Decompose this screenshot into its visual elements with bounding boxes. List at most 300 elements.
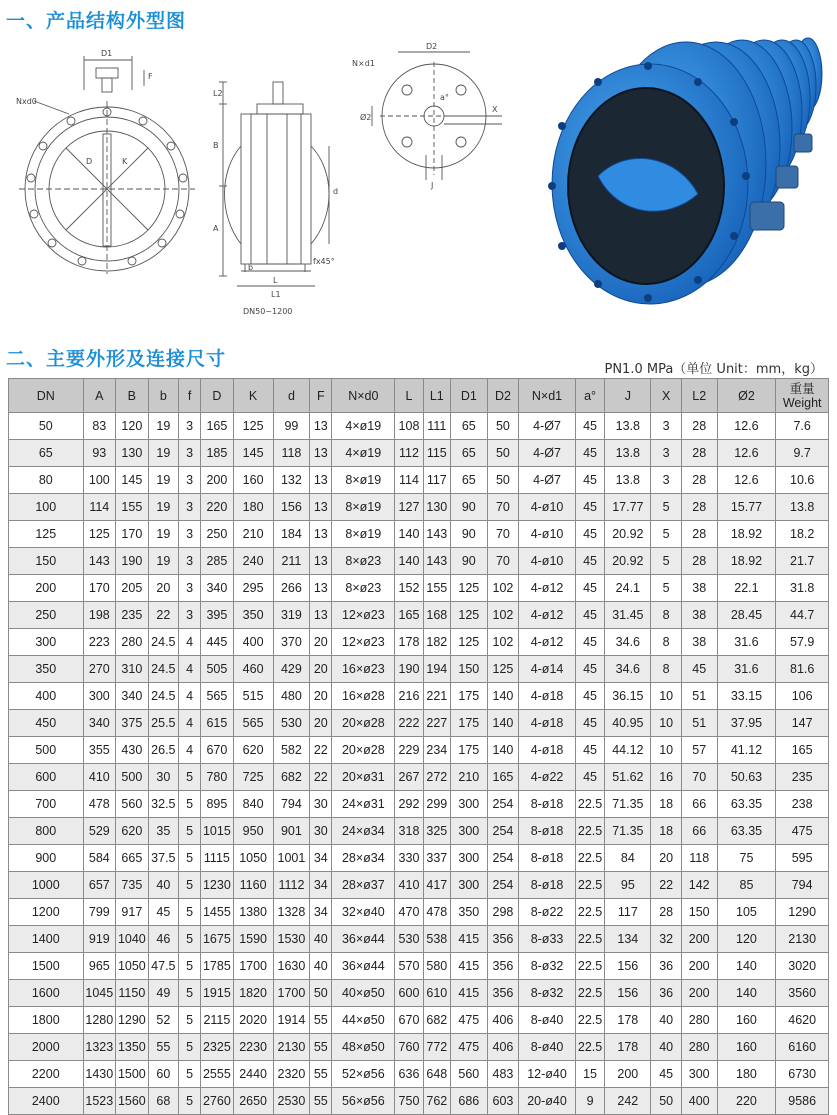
table-cell: 1001 (273, 845, 310, 872)
table-cell: 50 (9, 413, 84, 440)
table-cell: 57 (681, 737, 717, 764)
table-cell: 70 (681, 764, 717, 791)
table-cell: 13 (310, 440, 332, 467)
table-cell: 210 (450, 764, 487, 791)
table-cell: 38 (681, 602, 717, 629)
table-cell: 28.45 (717, 602, 776, 629)
table-cell: 1280 (83, 1007, 116, 1034)
table-cell: 165 (776, 737, 829, 764)
table-cell: 182 (423, 629, 450, 656)
table-cell: 1040 (116, 926, 149, 953)
table-cell: 22 (310, 737, 332, 764)
table-row (9, 764, 829, 791)
table-cell: 22 (310, 764, 332, 791)
table-cell: 3 (179, 494, 201, 521)
table-cell: 118 (681, 845, 717, 872)
table-cell: 12.6 (717, 440, 776, 467)
table-cell: 350 (450, 899, 487, 926)
table-cell: 44.12 (605, 737, 651, 764)
table-cell: 50 (310, 980, 332, 1007)
table-cell: 190 (395, 656, 423, 683)
table-cell: 780 (201, 764, 234, 791)
table-cell: 565 (201, 683, 234, 710)
column-header: A (83, 379, 116, 413)
table-cell: 470 (395, 899, 423, 926)
table-cell: 840 (233, 791, 273, 818)
table-cell: 45 (575, 602, 604, 629)
table-cell: 200 (681, 926, 717, 953)
table-row (9, 602, 829, 629)
table-cell: 155 (116, 494, 149, 521)
table-row (9, 629, 829, 656)
table-cell: 370 (273, 629, 310, 656)
table-cell: 22.5 (575, 791, 604, 818)
table-cell: 45 (575, 548, 604, 575)
table-cell: 60 (148, 1061, 178, 1088)
table-cell: 8×ø23 (332, 575, 395, 602)
table-cell: 4-ø12 (519, 629, 576, 656)
table-cell: 2230 (233, 1034, 273, 1061)
table-cell: 35 (148, 818, 178, 845)
table-cell: 2000 (9, 1034, 84, 1061)
table-cell: 610 (423, 980, 450, 1007)
table-cell: 15.77 (717, 494, 776, 521)
table-cell: 22 (148, 602, 178, 629)
table-cell: 34 (310, 872, 332, 899)
table-cell: 175 (450, 737, 487, 764)
table-cell: 50 (487, 440, 518, 467)
column-header: f (179, 379, 201, 413)
table-cell: 145 (116, 467, 149, 494)
table-cell: 5 (179, 791, 201, 818)
table-cell: 460 (233, 656, 273, 683)
table-cell: 254 (487, 872, 518, 899)
table-cell: 330 (395, 845, 423, 872)
table-cell: 12.6 (717, 413, 776, 440)
table-cell: 5 (179, 764, 201, 791)
table-cell: 178 (605, 1007, 651, 1034)
label-nxd0: Nxd0 (16, 97, 37, 106)
table-cell: 3 (179, 548, 201, 575)
table-cell: 10 (651, 737, 681, 764)
table-cell: 505 (201, 656, 234, 683)
table-cell: 4 (179, 737, 201, 764)
table-cell: 4-Ø7 (519, 413, 576, 440)
table-cell: 4×ø19 (332, 413, 395, 440)
table-cell: 117 (423, 467, 450, 494)
label-x: X (492, 105, 498, 114)
table-cell: 18.92 (717, 548, 776, 575)
table-cell: 200 (605, 1061, 651, 1088)
table-cell: 40.95 (605, 710, 651, 737)
table-cell: 772 (423, 1034, 450, 1061)
table-cell: 45 (575, 467, 604, 494)
table-cell: 140 (487, 710, 518, 737)
table-cell: 45 (575, 737, 604, 764)
table-cell: 80 (9, 467, 84, 494)
table-cell: 50 (487, 467, 518, 494)
table-cell: 1230 (201, 872, 234, 899)
table-cell: 292 (395, 791, 423, 818)
column-header: D (201, 379, 234, 413)
table-cell: 5 (179, 899, 201, 926)
table-cell: 917 (116, 899, 149, 926)
table-cell: 45 (575, 413, 604, 440)
table-cell: 28 (681, 440, 717, 467)
table-cell: 143 (423, 521, 450, 548)
table-cell: 560 (450, 1061, 487, 1088)
table-cell: 13 (310, 413, 332, 440)
table-row (9, 656, 829, 683)
table-cell: 10 (651, 683, 681, 710)
table-cell: 51.62 (605, 764, 651, 791)
table-cell: 1523 (83, 1088, 116, 1115)
table-cell: 417 (423, 872, 450, 899)
table-cell: 1915 (201, 980, 234, 1007)
table-cell: 184 (273, 521, 310, 548)
table-cell: 65 (9, 440, 84, 467)
table-cell: 665 (116, 845, 149, 872)
table-cell: 250 (9, 602, 84, 629)
table-cell: 22.5 (575, 980, 604, 1007)
table-cell: 22.5 (575, 953, 604, 980)
table-cell: 4-ø12 (519, 575, 576, 602)
table-cell: 160 (717, 1034, 776, 1061)
table-cell: 240 (233, 548, 273, 575)
table-cell: 648 (423, 1061, 450, 1088)
table-cell: 51 (681, 710, 717, 737)
table-cell: 45 (575, 629, 604, 656)
table-cell: 45 (575, 440, 604, 467)
table-cell: 140 (487, 683, 518, 710)
label-L: L (273, 276, 278, 285)
table-cell: 8×ø19 (332, 467, 395, 494)
table-cell: 2325 (201, 1034, 234, 1061)
table-cell: 600 (395, 980, 423, 1007)
table-cell: 99 (273, 413, 310, 440)
table-cell: 5 (651, 494, 681, 521)
table-cell: 4 (179, 710, 201, 737)
table-cell: 8-ø22 (519, 899, 576, 926)
table-cell: 194 (423, 656, 450, 683)
table-row (9, 953, 829, 980)
table-cell: 1112 (273, 872, 310, 899)
table-cell: 165 (201, 413, 234, 440)
table-cell: 36×ø44 (332, 926, 395, 953)
table-cell: 20 (310, 710, 332, 737)
table-cell: 45 (575, 521, 604, 548)
table-cell: 400 (681, 1088, 717, 1115)
table-cell: 36.15 (605, 683, 651, 710)
label-phi2: Ø2 (360, 113, 372, 122)
table-cell: 28 (681, 413, 717, 440)
table-cell: 299 (423, 791, 450, 818)
table-cell: 12.6 (717, 467, 776, 494)
table-cell: 8-ø32 (519, 953, 576, 980)
table-cell: 238 (776, 791, 829, 818)
table-cell: 280 (681, 1034, 717, 1061)
table-cell: 5 (179, 1034, 201, 1061)
label-d: d (333, 187, 339, 196)
table-cell: 125 (487, 656, 518, 683)
table-cell: 24.5 (148, 629, 178, 656)
table-cell: 38 (681, 575, 717, 602)
table-cell: 1785 (201, 953, 234, 980)
table-cell: 4 (179, 683, 201, 710)
table-cell: 22.5 (575, 1034, 604, 1061)
table-cell: 1400 (9, 926, 84, 953)
table-cell: 147 (776, 710, 829, 737)
table-cell: 24×ø34 (332, 818, 395, 845)
table-cell: 5 (651, 575, 681, 602)
table-cell: 90 (450, 494, 487, 521)
table-cell: 55 (310, 1061, 332, 1088)
table-cell: 45 (575, 683, 604, 710)
table-cell: 1050 (233, 845, 273, 872)
table-cell: 22.1 (717, 575, 776, 602)
table-cell: 22.5 (575, 872, 604, 899)
table-cell: 500 (116, 764, 149, 791)
table-cell: 235 (116, 602, 149, 629)
column-header: L2 (681, 379, 717, 413)
table-cell: 9 (575, 1088, 604, 1115)
table-cell: 272 (423, 764, 450, 791)
table-cell: 85 (717, 872, 776, 899)
table-cell: 1800 (9, 1007, 84, 1034)
table-cell: 1700 (273, 980, 310, 1007)
table-cell: 30 (310, 791, 332, 818)
table-cell: 603 (487, 1088, 518, 1115)
table-cell: 57.9 (776, 629, 829, 656)
table-cell: 222 (395, 710, 423, 737)
table-cell: 582 (273, 737, 310, 764)
table-cell: 4-ø10 (519, 494, 576, 521)
table-cell: 130 (116, 440, 149, 467)
table-cell: 223 (83, 629, 116, 656)
table-cell: 178 (605, 1034, 651, 1061)
dimensions-table (8, 378, 829, 1115)
table-cell: 24.5 (148, 683, 178, 710)
table-cell: 318 (395, 818, 423, 845)
table-cell: 620 (116, 818, 149, 845)
table-row (9, 494, 829, 521)
table-cell: 794 (273, 791, 310, 818)
table-cell: 337 (423, 845, 450, 872)
table-cell: 125 (450, 602, 487, 629)
table-cell: 24×ø31 (332, 791, 395, 818)
table-row (9, 899, 829, 926)
table-cell: 300 (450, 791, 487, 818)
table-cell: 70 (487, 548, 518, 575)
table-cell: 300 (450, 845, 487, 872)
table-cell: 63.35 (717, 791, 776, 818)
table-cell: 2440 (233, 1061, 273, 1088)
table-cell: 8-ø40 (519, 1007, 576, 1034)
table-cell: 760 (395, 1034, 423, 1061)
table-cell: 65 (450, 467, 487, 494)
label-nxd1: N×d1 (352, 59, 375, 68)
table-cell: 34.6 (605, 629, 651, 656)
table-cell: 28×ø34 (332, 845, 395, 872)
table-cell: 175 (450, 710, 487, 737)
table-cell: 4 (179, 656, 201, 683)
table-cell: 12×ø23 (332, 629, 395, 656)
table-cell: 3 (651, 440, 681, 467)
table-cell: 198 (83, 602, 116, 629)
table-cell: 10.6 (776, 467, 829, 494)
table-cell: 18.2 (776, 521, 829, 548)
table-cell: 20-ø40 (519, 1088, 576, 1115)
table-cell: 298 (487, 899, 518, 926)
table-cell: 4 (179, 629, 201, 656)
table-cell: 8-ø18 (519, 872, 576, 899)
table-cell: 45 (148, 899, 178, 926)
table-cell: 18 (651, 791, 681, 818)
table-cell: 530 (273, 710, 310, 737)
column-header: B (116, 379, 149, 413)
table-cell: 794 (776, 872, 829, 899)
table-cell: 1500 (9, 953, 84, 980)
table-cell: 28×ø37 (332, 872, 395, 899)
table-row (9, 575, 829, 602)
table-cell: 13 (310, 467, 332, 494)
table-cell: 3020 (776, 953, 829, 980)
table-cell: 34 (310, 845, 332, 872)
table-cell: 1820 (233, 980, 273, 1007)
table-cell: 36 (651, 953, 681, 980)
table-cell: 254 (487, 845, 518, 872)
table-cell: 19 (148, 494, 178, 521)
table-cell: 4-ø10 (519, 521, 576, 548)
table-cell: 2115 (201, 1007, 234, 1034)
table-cell: 1530 (273, 926, 310, 953)
table-cell: 670 (201, 737, 234, 764)
table-cell: 95 (605, 872, 651, 899)
table-cell: 1160 (233, 872, 273, 899)
table-cell: 4-ø18 (519, 710, 576, 737)
table-cell: 340 (116, 683, 149, 710)
table-cell: 70 (487, 494, 518, 521)
table-cell: 220 (717, 1088, 776, 1115)
table-cell: 415 (450, 980, 487, 1007)
table-cell: 3 (651, 467, 681, 494)
table-cell: 102 (487, 629, 518, 656)
table-cell: 356 (487, 953, 518, 980)
table-cell: 584 (83, 845, 116, 872)
table-cell: 267 (395, 764, 423, 791)
table-cell: 500 (9, 737, 84, 764)
table-cell: 22.5 (575, 845, 604, 872)
table-cell: 178 (395, 629, 423, 656)
table-cell: 406 (487, 1007, 518, 1034)
table-cell: 36 (651, 980, 681, 1007)
table-cell: 19 (148, 467, 178, 494)
table-cell: 55 (310, 1034, 332, 1061)
table-cell: 20 (310, 683, 332, 710)
table-cell: 145 (233, 440, 273, 467)
table-cell: 2650 (233, 1088, 273, 1115)
table-cell: 8-ø18 (519, 791, 576, 818)
table-cell: 9.7 (776, 440, 829, 467)
table-cell: 36×ø44 (332, 953, 395, 980)
table-cell: 45 (651, 1061, 681, 1088)
table-cell: 216 (395, 683, 423, 710)
table-cell: 68 (148, 1088, 178, 1115)
table-cell: 31.8 (776, 575, 829, 602)
table-cell: 114 (395, 467, 423, 494)
table-cell: 8×ø23 (332, 548, 395, 575)
table-cell: 8-ø32 (519, 980, 576, 1007)
table-cell: 3 (179, 521, 201, 548)
table-cell: 2555 (201, 1061, 234, 1088)
table-cell: 16×ø23 (332, 656, 395, 683)
table-cell: 5 (651, 548, 681, 575)
table-cell: 8-ø40 (519, 1034, 576, 1061)
table-cell: 40 (651, 1007, 681, 1034)
table-cell: 480 (273, 683, 310, 710)
table-cell: 2020 (233, 1007, 273, 1034)
table-cell: 18 (651, 818, 681, 845)
pressure-unit-note: PN1.0 MPa（单位 Unit：mm，kg） (604, 362, 823, 377)
table-cell: 1455 (201, 899, 234, 926)
table-cell: 5 (179, 1061, 201, 1088)
table-row (9, 467, 829, 494)
table-cell: 30 (310, 818, 332, 845)
side-view-drawing (205, 76, 355, 321)
table-cell: 2130 (273, 1034, 310, 1061)
table-cell: 900 (9, 845, 84, 872)
table-cell: 2320 (273, 1061, 310, 1088)
table-cell: 5 (179, 845, 201, 872)
table-cell: 600 (9, 764, 84, 791)
table-cell: 20.92 (605, 548, 651, 575)
table-cell: 1015 (201, 818, 234, 845)
table-cell: 28 (651, 899, 681, 926)
table-cell: 375 (116, 710, 149, 737)
table-cell: 5 (651, 521, 681, 548)
table-cell: 20×ø28 (332, 710, 395, 737)
table-cell: 22.5 (575, 818, 604, 845)
table-cell: 19 (148, 521, 178, 548)
table-cell: 28 (681, 548, 717, 575)
table-cell: 1290 (776, 899, 829, 926)
table-cell: 266 (273, 575, 310, 602)
table-cell: 4620 (776, 1007, 829, 1034)
table-cell: 340 (201, 575, 234, 602)
table-cell: 40 (310, 926, 332, 953)
table-cell: 1200 (9, 899, 84, 926)
table-cell: 32×ø40 (332, 899, 395, 926)
table-cell: 1675 (201, 926, 234, 953)
table-cell: 46 (148, 926, 178, 953)
table-cell: 1150 (116, 980, 149, 1007)
column-header: 重量 Weight (776, 379, 829, 413)
table-cell: 950 (233, 818, 273, 845)
table-cell: 682 (423, 1007, 450, 1034)
label-L1: L1 (271, 290, 281, 299)
table-row (9, 1034, 829, 1061)
label-fx45: fx45° (313, 257, 335, 266)
table-cell: 55 (310, 1088, 332, 1115)
table-cell: 636 (395, 1061, 423, 1088)
table-cell: 8×ø19 (332, 494, 395, 521)
table-cell: 24.1 (605, 575, 651, 602)
table-cell: 3 (651, 413, 681, 440)
column-header: L1 (423, 379, 450, 413)
table-row (9, 1007, 829, 1034)
table-cell: 150 (681, 899, 717, 926)
table-cell: 280 (116, 629, 149, 656)
